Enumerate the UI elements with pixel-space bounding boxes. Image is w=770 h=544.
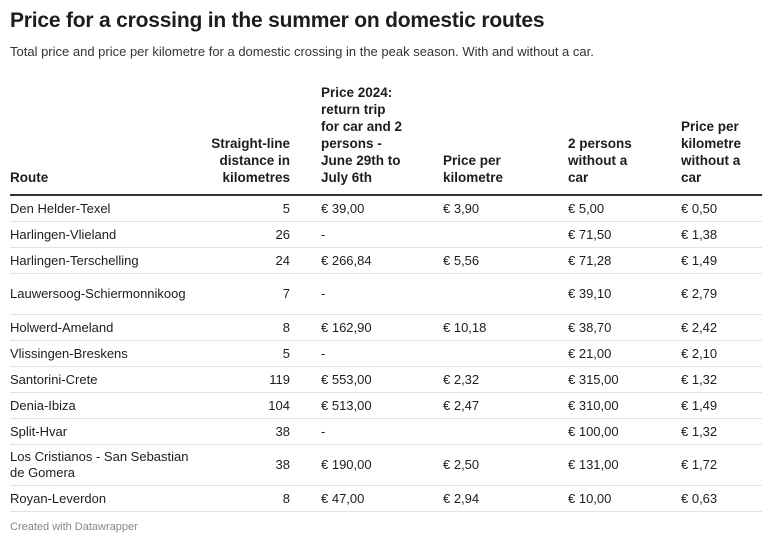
cell-price-no-car: € 100,00 — [532, 419, 645, 445]
cell-route: Royan-Leverdon — [10, 486, 205, 512]
cell-price-car: € 162,90 — [294, 315, 407, 341]
header-price-car[interactable]: Price 2024: return trip for car and 2 persons - June 29th to July 6th — [294, 84, 407, 195]
cell-price-no-car: € 71,28 — [532, 248, 645, 274]
cell-distance: 119 — [205, 367, 294, 393]
table-row — [10, 222, 762, 248]
cell-price-per-km: € 10,18 — [407, 315, 532, 341]
cell-route: Lauwersoog-Schiermonnikoog — [10, 274, 205, 315]
table-row — [10, 419, 762, 445]
cell-route: Harlingen-Terschelling — [10, 248, 205, 274]
cell-distance: 8 — [205, 486, 294, 512]
cell-route: Denia-Ibiza — [10, 393, 205, 419]
cell-price-car: € 513,00 — [294, 393, 407, 419]
table-row — [10, 445, 762, 486]
cell-distance: 5 — [205, 341, 294, 367]
cell-distance: 8 — [205, 315, 294, 341]
cell-price-per-km-no-car: € 0,50 — [645, 195, 762, 222]
cell-price-no-car: € 131,00 — [532, 445, 645, 486]
header-price-per-km[interactable]: Price per kilometre — [407, 84, 532, 195]
header-price-no-car[interactable]: 2 persons without a car — [532, 84, 645, 195]
cell-price-per-km-no-car: € 1,32 — [645, 419, 762, 445]
cell-price-per-km-no-car: € 2,10 — [645, 341, 762, 367]
table-body — [10, 195, 762, 512]
cell-price-car: € 190,00 — [294, 445, 407, 486]
cell-price-car: € 39,00 — [294, 195, 407, 222]
cell-price-no-car: € 310,00 — [532, 393, 645, 419]
cell-route: Harlingen-Vlieland — [10, 222, 205, 248]
cell-price-per-km: € 2,94 — [407, 486, 532, 512]
cell-distance: 104 — [205, 393, 294, 419]
cell-price-car: € 266,84 — [294, 248, 407, 274]
cell-price-no-car: € 5,00 — [532, 195, 645, 222]
table-row — [10, 393, 762, 419]
cell-price-per-km — [407, 222, 532, 248]
table-row — [10, 274, 762, 315]
cell-price-no-car: € 21,00 — [532, 341, 645, 367]
cell-distance: 38 — [205, 419, 294, 445]
cell-route: Holwerd-Ameland — [10, 315, 205, 341]
header-price-per-km-no-car[interactable]: Price per kilometre without a car — [645, 84, 762, 195]
cell-price-no-car: € 10,00 — [532, 486, 645, 512]
cell-distance: 24 — [205, 248, 294, 274]
page-title: Price for a crossing in the summer on domestic routes — [10, 9, 545, 32]
cell-price-no-car: € 315,00 — [532, 367, 645, 393]
cell-price-per-km — [407, 274, 532, 315]
table-header-row — [10, 84, 762, 195]
cell-price-per-km: € 5,56 — [407, 248, 532, 274]
table-row — [10, 248, 762, 274]
cell-price-no-car: € 39,10 — [532, 274, 645, 315]
cell-price-per-km: € 2,50 — [407, 445, 532, 486]
cell-price-car: € 553,00 — [294, 367, 407, 393]
cell-price-no-car: € 38,70 — [532, 315, 645, 341]
price-table — [10, 84, 762, 512]
cell-price-per-km-no-car: € 1,32 — [645, 367, 762, 393]
table-row — [10, 367, 762, 393]
cell-price-car: € 47,00 — [294, 486, 407, 512]
table-row — [10, 195, 762, 222]
cell-distance: 26 — [205, 222, 294, 248]
cell-price-per-km-no-car: € 2,42 — [645, 315, 762, 341]
header-route[interactable]: Route — [10, 84, 205, 195]
cell-price-per-km — [407, 419, 532, 445]
cell-price-per-km — [407, 341, 532, 367]
cell-price-per-km: € 2,47 — [407, 393, 532, 419]
table-row — [10, 341, 762, 367]
cell-distance: 7 — [205, 274, 294, 315]
cell-price-per-km: € 3,90 — [407, 195, 532, 222]
cell-price-no-car: € 71,50 — [532, 222, 645, 248]
cell-price-car: - — [294, 274, 407, 315]
cell-route: Santorini-Crete — [10, 367, 205, 393]
cell-distance: 38 — [205, 445, 294, 486]
cell-price-per-km-no-car: € 0,63 — [645, 486, 762, 512]
cell-distance: 5 — [205, 195, 294, 222]
cell-price-per-km-no-car: € 1,72 — [645, 445, 762, 486]
cell-price-car: - — [294, 222, 407, 248]
page-subtitle: Total price and price per kilometre for a domestic crossing in the peak season. With and without a car. — [10, 44, 594, 59]
credit-text: Created with Datawrapper — [10, 521, 138, 533]
cell-price-car: - — [294, 341, 407, 367]
cell-route: Los Cristianos - San Sebastian de Gomera — [10, 445, 205, 486]
cell-price-per-km-no-car: € 1,49 — [645, 248, 762, 274]
cell-price-per-km-no-car: € 1,38 — [645, 222, 762, 248]
cell-price-per-km-no-car: € 2,79 — [645, 274, 762, 315]
cell-price-car: - — [294, 419, 407, 445]
header-distance[interactable]: Straight-line distance in kilometres — [205, 84, 294, 195]
cell-route: Split-Hvar — [10, 419, 205, 445]
chart-container — [10, 8, 762, 506]
cell-price-per-km-no-car: € 1,49 — [645, 393, 762, 419]
cell-route: Vlissingen-Breskens — [10, 341, 205, 367]
table-row — [10, 315, 762, 341]
table-row — [10, 486, 762, 512]
cell-route: Den Helder-Texel — [10, 195, 205, 222]
cell-price-per-km: € 2,32 — [407, 367, 532, 393]
